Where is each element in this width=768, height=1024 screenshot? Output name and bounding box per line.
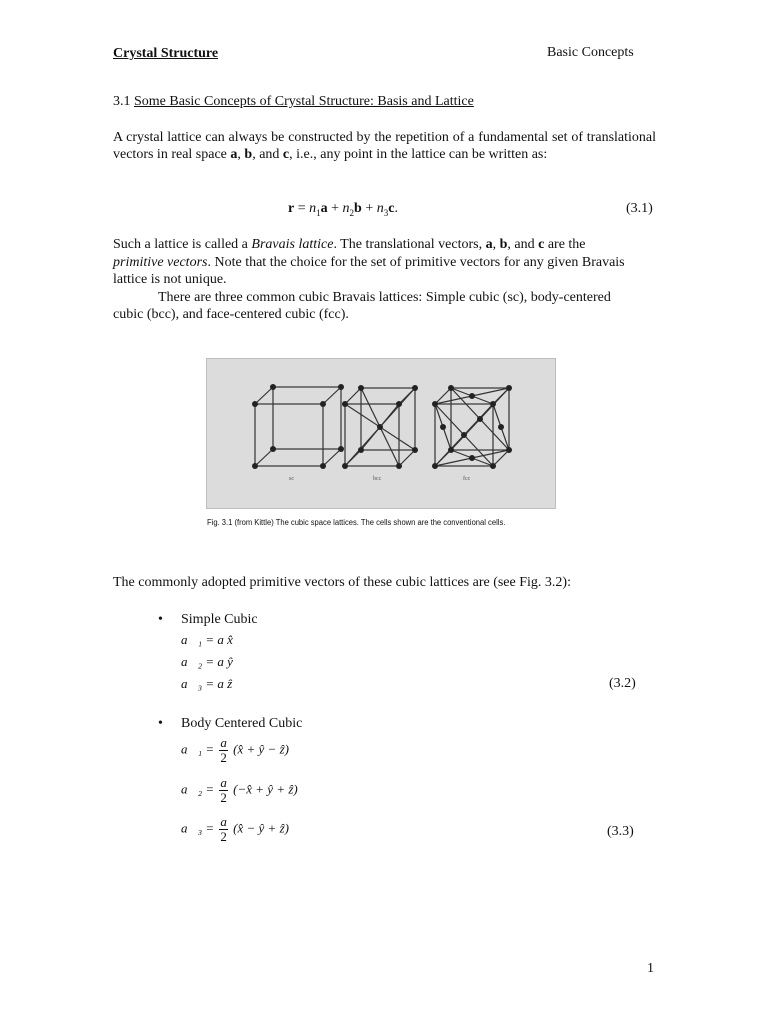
eq-sub3: 3 <box>383 207 389 218</box>
eq-period: . <box>394 201 398 216</box>
label-bcc: Body Centered Cubic <box>181 716 303 731</box>
bullet-bcc: • <box>158 716 163 731</box>
frac-denominator: 2 <box>220 829 227 844</box>
sc-vector-a1: a⃗₁ = a x̂ <box>181 632 233 647</box>
term-bravais-lattice: Bravais lattice <box>251 237 334 252</box>
eq-n3: n <box>376 201 384 216</box>
sc-vector-a2: a⃗₂ = a ŷ <box>181 654 233 669</box>
para1-sep: , <box>237 147 245 162</box>
para2-text: Such a lattice is called a <box>113 237 252 252</box>
equation-number-3-3: (3.3) <box>607 824 634 839</box>
header-title: Crystal Structure <box>113 46 219 61</box>
bcc-vector-a1 <box>181 736 289 765</box>
frac-numerator: a <box>220 775 227 790</box>
vector-b: b <box>244 147 253 162</box>
vector-a: a <box>230 147 238 162</box>
fcc-cube <box>435 388 509 466</box>
eq-n1: n <box>309 201 317 216</box>
fraction-a-over-2 <box>219 776 228 805</box>
eq-plus: + <box>327 201 343 216</box>
sc-vector-a3: a⃗₃ = a ẑ <box>181 676 233 691</box>
section-number: 3.1 <box>113 94 131 109</box>
bcc-a1-lhs: a⃗₁ = <box>181 741 215 757</box>
bcc-vector-a3 <box>181 815 289 844</box>
sc-cube <box>255 387 341 466</box>
para2-text: . The translational vectors, <box>333 237 486 252</box>
figure-caption: Fig. 3.1 (from Kittle) The cubic space lattices. The cells shown are the conventional cells. <box>207 518 506 527</box>
para2-text: are the <box>544 237 586 252</box>
vector-b: b <box>499 237 508 252</box>
equation-number-3-2: (3.2) <box>609 676 636 691</box>
vector-a: a <box>485 237 493 252</box>
bcc-a3-lhs: a⃗₃ = <box>181 820 215 836</box>
paragraph-bravais <box>113 236 633 324</box>
bullet-simple-cubic: • <box>158 612 163 627</box>
eq-equals: = <box>294 201 310 216</box>
fraction-a-over-2 <box>219 815 228 844</box>
frac-denominator: 2 <box>220 750 227 765</box>
page-number: 1 <box>647 961 654 976</box>
para1-text: A crystal lattice can always be constructed by the repetition of a fundamental set of translational vectors in real space <box>113 130 656 162</box>
section-heading <box>113 94 474 110</box>
para1-sep: , and <box>252 147 283 162</box>
label-simple-cubic: Simple Cubic <box>181 612 258 627</box>
frac-denominator: 2 <box>220 790 227 805</box>
label-bcc: bcc <box>373 476 382 482</box>
bcc-a2-rhs: (−x̂ + ŷ + ẑ) <box>233 781 298 797</box>
fraction-a-over-2 <box>219 736 228 765</box>
eq-c: c <box>388 201 395 216</box>
eq-sub1: 1 <box>316 207 321 218</box>
equation-3-1 <box>288 201 398 218</box>
para2-text: , and <box>507 237 539 252</box>
header-section-name: Basic Concepts <box>547 45 634 60</box>
frac-numerator: a <box>220 814 227 829</box>
bcc-a3-rhs: (x̂ − ŷ + ẑ) <box>233 820 289 836</box>
bcc-vector-a2 <box>181 776 298 805</box>
vector-c: c <box>538 237 545 252</box>
para2-text: . Note that the choice for the set of primitive vectors for any given Bravais lattice is not unique. <box>113 254 625 287</box>
para2-text: There are three common cubic Bravais lattices: Simple cubic (sc), body-centered cubic (bcc), and face-centered cubic (fcc). <box>113 289 611 322</box>
vector-c: c <box>282 147 290 162</box>
figure-cubic-lattices <box>206 358 556 509</box>
section-title: Some Basic Concepts of Crystal Structure: Basis and Lattice <box>134 94 474 109</box>
para1-text: , i.e., any point in the lattice can be written as: <box>289 147 548 162</box>
bcc-a1-rhs: (x̂ + ŷ − ẑ) <box>233 741 289 757</box>
eq-a: a <box>320 201 328 216</box>
eq-r: r <box>288 201 295 216</box>
cubic-lattices-illustration <box>207 359 555 508</box>
paragraph-primitive-vectors: The commonly adopted primitive vectors of these cubic lattices are (see Fig. 3.2): <box>113 575 571 590</box>
label-fcc: fcc <box>463 476 471 482</box>
frac-numerator: a <box>220 735 227 750</box>
paragraph-lattice-definition <box>113 129 656 163</box>
eq-sub2: 2 <box>349 207 355 218</box>
label-sc: sc <box>289 476 294 482</box>
term-primitive-vectors: primitive vectors <box>113 254 208 270</box>
eq-n2: n <box>342 201 350 216</box>
bcc-a2-lhs: a⃗₂ = <box>181 781 215 797</box>
equation-number-3-1: (3.1) <box>626 201 653 216</box>
para2-text: , <box>492 237 500 252</box>
eq-plus: + <box>361 201 377 216</box>
eq-b: b <box>354 201 362 216</box>
